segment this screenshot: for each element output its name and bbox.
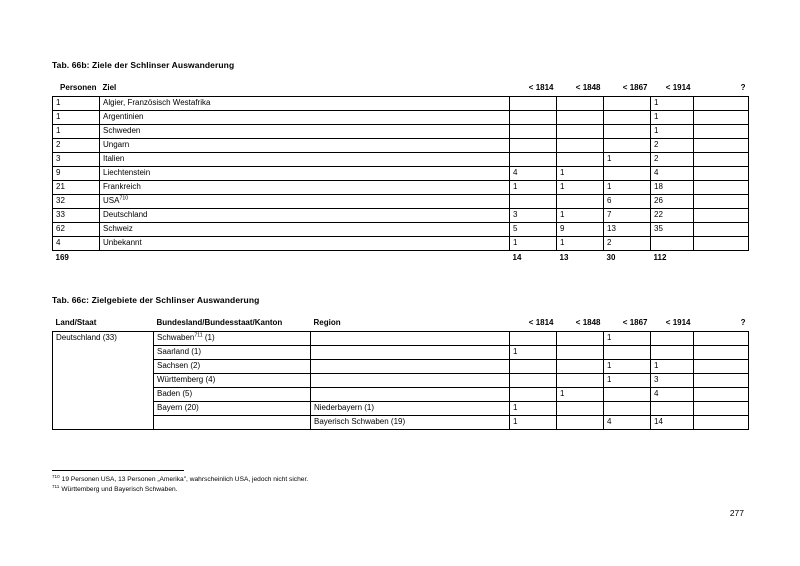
table-66b-head — [53, 82, 749, 96]
cell-c1848 — [557, 416, 604, 430]
cell-ziel-text: Argentinien — [103, 112, 144, 121]
cell-bundesland: Bayern (20) — [154, 402, 311, 416]
cell-c1848 — [557, 125, 604, 139]
cell-c1867: 4 — [604, 416, 651, 430]
cell-c1814 — [510, 374, 557, 388]
cell-c1867: 2 — [604, 237, 651, 251]
cell-unknown — [694, 237, 749, 251]
cell-unknown — [694, 195, 749, 209]
cell-unknown — [694, 167, 749, 181]
cell-ziel-text: Liechtenstein — [103, 168, 151, 177]
table-row — [53, 346, 749, 360]
table-66c-head — [53, 317, 749, 331]
cell-c1867 — [604, 402, 651, 416]
total-c1814: 14 — [512, 253, 522, 262]
table-66b-body — [53, 96, 749, 265]
header-c-lt-1848: < 1848 — [575, 318, 601, 327]
table-row — [53, 416, 749, 430]
cell-ziel — [100, 97, 510, 111]
cell-personen: 32 — [53, 195, 100, 209]
cell-c1914 — [651, 332, 694, 346]
header-personen: Personen — [60, 83, 97, 92]
cell-region — [311, 388, 510, 402]
cell-c1848 — [557, 111, 604, 125]
cell-c1867 — [604, 167, 651, 181]
cell-bundesland-suffix: (1) — [202, 333, 215, 342]
cell-c1914: 26 — [651, 195, 694, 209]
footnote-separator — [52, 470, 184, 471]
total-unknown — [694, 251, 749, 266]
table-row — [53, 139, 749, 153]
cell-c1814: 1 — [510, 416, 557, 430]
cell-c1914: 35 — [651, 223, 694, 237]
cell-c1914: 1 — [651, 97, 694, 111]
cell-ziel-text: Schweiz — [103, 224, 133, 233]
header-lt-1867: < 1867 — [622, 83, 648, 92]
footnote-number: 711 — [52, 484, 60, 490]
table-row — [53, 223, 749, 237]
cell-unknown — [694, 125, 749, 139]
cell-ziel-text: Unbekannt — [103, 238, 142, 247]
table-66c-body — [53, 331, 749, 430]
footnote-item — [52, 485, 482, 495]
footnote-item — [52, 475, 482, 485]
cell-c1914: 2 — [651, 153, 694, 167]
cell-c1848 — [557, 153, 604, 167]
cell-c1848 — [557, 97, 604, 111]
cell-region — [311, 374, 510, 388]
cell-bundesland — [154, 416, 311, 430]
cell-c1914 — [651, 346, 694, 360]
footnote-list — [52, 475, 482, 495]
table-row — [53, 360, 749, 374]
cell-bundesland — [154, 332, 311, 346]
cell-personen: 9 — [53, 167, 100, 181]
cell-c1848: 1 — [557, 209, 604, 223]
cell-c1848 — [557, 346, 604, 360]
table-66c-header-row — [53, 317, 749, 331]
cell-c1814: 1 — [510, 237, 557, 251]
cell-c1867 — [604, 139, 651, 153]
cell-unknown — [694, 111, 749, 125]
cell-region — [311, 346, 510, 360]
cell-c1867: 1 — [604, 153, 651, 167]
header-ziel: Ziel — [102, 83, 117, 92]
table-row — [53, 402, 749, 416]
cell-c1814 — [510, 97, 557, 111]
cell-c1814 — [510, 139, 557, 153]
cell-ziel — [100, 195, 510, 209]
cell-c1814: 1 — [510, 181, 557, 195]
cell-ziel — [100, 237, 510, 251]
cell-c1814: 3 — [510, 209, 557, 223]
cell-personen: 62 — [53, 223, 100, 237]
cell-c1814 — [510, 153, 557, 167]
cell-ziel-text: Deutschland — [103, 210, 148, 219]
cell-c1867: 1 — [604, 360, 651, 374]
cell-personen: 33 — [53, 209, 100, 223]
cell-unknown — [694, 223, 749, 237]
cell-ziel — [100, 209, 510, 223]
cell-region: Bayerisch Schwaben (19) — [311, 416, 510, 430]
cell-c1914: 14 — [651, 416, 694, 430]
cell-land-staat: Deutschland (33) — [53, 332, 154, 430]
cell-c1914: 18 — [651, 181, 694, 195]
cell-c1867 — [604, 346, 651, 360]
table-66c-title: Tab. 66c: Zielgebiete der Schlinser Auswanderung — [52, 295, 260, 305]
cell-ziel — [100, 167, 510, 181]
header-region: Region — [313, 318, 341, 327]
table-row — [53, 209, 749, 223]
cell-ziel-text: USA — [103, 196, 120, 205]
cell-c1914: 22 — [651, 209, 694, 223]
totals-row — [53, 251, 749, 266]
cell-unknown — [694, 346, 749, 360]
cell-unknown — [694, 332, 749, 346]
cell-ziel — [100, 153, 510, 167]
cell-c1867: 1 — [604, 181, 651, 195]
cell-ziel — [100, 139, 510, 153]
cell-unknown — [694, 209, 749, 223]
cell-c1848 — [557, 332, 604, 346]
header-lt-1814: < 1814 — [528, 83, 554, 92]
cell-unknown — [694, 181, 749, 195]
cell-bundesland: Baden (5) — [154, 388, 311, 402]
table-row — [53, 97, 749, 111]
cell-c1848 — [557, 195, 604, 209]
cell-region: Niederbayern (1) — [311, 402, 510, 416]
cell-ziel — [100, 223, 510, 237]
cell-c1867 — [604, 125, 651, 139]
table-row — [53, 167, 749, 181]
cell-unknown — [694, 360, 749, 374]
cell-personen: 21 — [53, 181, 100, 195]
cell-c1814: 1 — [510, 402, 557, 416]
table-row — [53, 388, 749, 402]
header-c-lt-1814: < 1814 — [528, 318, 554, 327]
cell-ziel-text: Ungarn — [103, 140, 130, 149]
cell-c1814 — [510, 125, 557, 139]
total-ziel — [100, 251, 510, 266]
cell-c1914: 4 — [651, 167, 694, 181]
total-personen: 169 — [55, 253, 69, 262]
table-row — [53, 125, 749, 139]
cell-c1914: 1 — [651, 360, 694, 374]
cell-unknown — [694, 388, 749, 402]
cell-unknown — [694, 402, 749, 416]
cell-c1848: 1 — [557, 167, 604, 181]
cell-c1848 — [557, 360, 604, 374]
cell-ziel-text: Schweden — [103, 126, 141, 135]
header-lt-1848: < 1848 — [575, 83, 601, 92]
cell-c1867 — [604, 388, 651, 402]
cell-c1814 — [510, 332, 557, 346]
cell-c1814 — [510, 111, 557, 125]
cell-bundesland: Sachsen (2) — [154, 360, 311, 374]
page-content — [52, 60, 748, 430]
header-unknown: ? — [740, 83, 746, 92]
cell-c1914 — [651, 237, 694, 251]
total-c1848: 13 — [559, 253, 569, 262]
cell-c1848: 1 — [557, 181, 604, 195]
header-c-lt-1914: < 1914 — [665, 318, 691, 327]
cell-c1814: 5 — [510, 223, 557, 237]
footnote-marker: 711 — [194, 332, 203, 339]
cell-personen: 1 — [53, 97, 100, 111]
header-lt-1914: < 1914 — [665, 83, 691, 92]
cell-c1848 — [557, 402, 604, 416]
cell-c1848: 9 — [557, 223, 604, 237]
cell-bundesland-text: Schwaben — [157, 333, 195, 342]
total-c1867: 30 — [606, 253, 616, 262]
cell-c1848 — [557, 374, 604, 388]
table-row — [53, 237, 749, 251]
cell-c1814 — [510, 195, 557, 209]
cell-c1848 — [557, 139, 604, 153]
cell-c1914 — [651, 402, 694, 416]
header-bundesland: Bundesland/Bundesstaat/Kanton — [156, 318, 283, 327]
cell-region — [311, 332, 510, 346]
cell-c1914: 3 — [651, 374, 694, 388]
cell-c1867: 1 — [604, 332, 651, 346]
table-row — [53, 332, 749, 346]
cell-c1814 — [510, 388, 557, 402]
table-spacer — [52, 265, 748, 295]
header-c-unknown: ? — [740, 318, 746, 327]
page-number: 277 — [729, 508, 744, 518]
footnote-text: 19 Personen USA, 13 Personen „Amerika", wahrscheinlich USA, jedoch nicht sicher. — [61, 476, 309, 483]
cell-c1867 — [604, 97, 651, 111]
cell-personen: 1 — [53, 111, 100, 125]
cell-c1914: 2 — [651, 139, 694, 153]
table-row — [53, 111, 749, 125]
cell-personen: 4 — [53, 237, 100, 251]
footnotes-block — [52, 470, 482, 495]
footnote-number: 710 — [52, 473, 60, 479]
cell-c1867 — [604, 111, 651, 125]
cell-c1914: 4 — [651, 388, 694, 402]
cell-personen: 2 — [53, 139, 100, 153]
footnote-text: Württemberg und Bayerisch Schwaben. — [61, 486, 178, 494]
table-row — [53, 181, 749, 195]
cell-unknown — [694, 374, 749, 388]
cell-ziel — [100, 111, 510, 125]
cell-unknown — [694, 97, 749, 111]
table-66b-title: Tab. 66b: Ziele der Schlinser Auswanderung — [52, 60, 235, 70]
cell-bundesland: Württemberg (4) — [154, 374, 311, 388]
cell-unknown — [694, 153, 749, 167]
cell-c1814: 4 — [510, 167, 557, 181]
cell-c1814 — [510, 360, 557, 374]
cell-bundesland: Saarland (1) — [154, 346, 311, 360]
cell-unknown — [694, 416, 749, 430]
table-row — [53, 153, 749, 167]
cell-c1848: 1 — [557, 237, 604, 251]
cell-c1867: 7 — [604, 209, 651, 223]
table-66b-header-row — [53, 82, 749, 96]
cell-c1867: 13 — [604, 223, 651, 237]
cell-ziel-text: Italien — [103, 154, 125, 163]
table-row — [53, 195, 749, 209]
cell-personen: 1 — [53, 125, 100, 139]
cell-region — [311, 360, 510, 374]
cell-ziel-text: Algier, Französisch Westafrika — [103, 98, 211, 107]
table-66c — [52, 317, 749, 430]
header-c-lt-1867: < 1867 — [622, 318, 648, 327]
cell-c1867: 1 — [604, 374, 651, 388]
table-66b — [52, 82, 749, 265]
cell-personen: 3 — [53, 153, 100, 167]
cell-c1867: 6 — [604, 195, 651, 209]
header-land-staat: Land/Staat — [55, 318, 97, 327]
footnote-marker: 710 — [119, 195, 129, 202]
cell-ziel — [100, 125, 510, 139]
cell-ziel — [100, 181, 510, 195]
table-row — [53, 374, 749, 388]
total-c1914: 112 — [653, 253, 667, 262]
cell-ziel-text: Frankreich — [103, 182, 141, 191]
cell-unknown — [694, 139, 749, 153]
cell-c1814: 1 — [510, 346, 557, 360]
cell-c1914: 1 — [651, 125, 694, 139]
cell-c1914: 1 — [651, 111, 694, 125]
cell-c1848: 1 — [557, 388, 604, 402]
